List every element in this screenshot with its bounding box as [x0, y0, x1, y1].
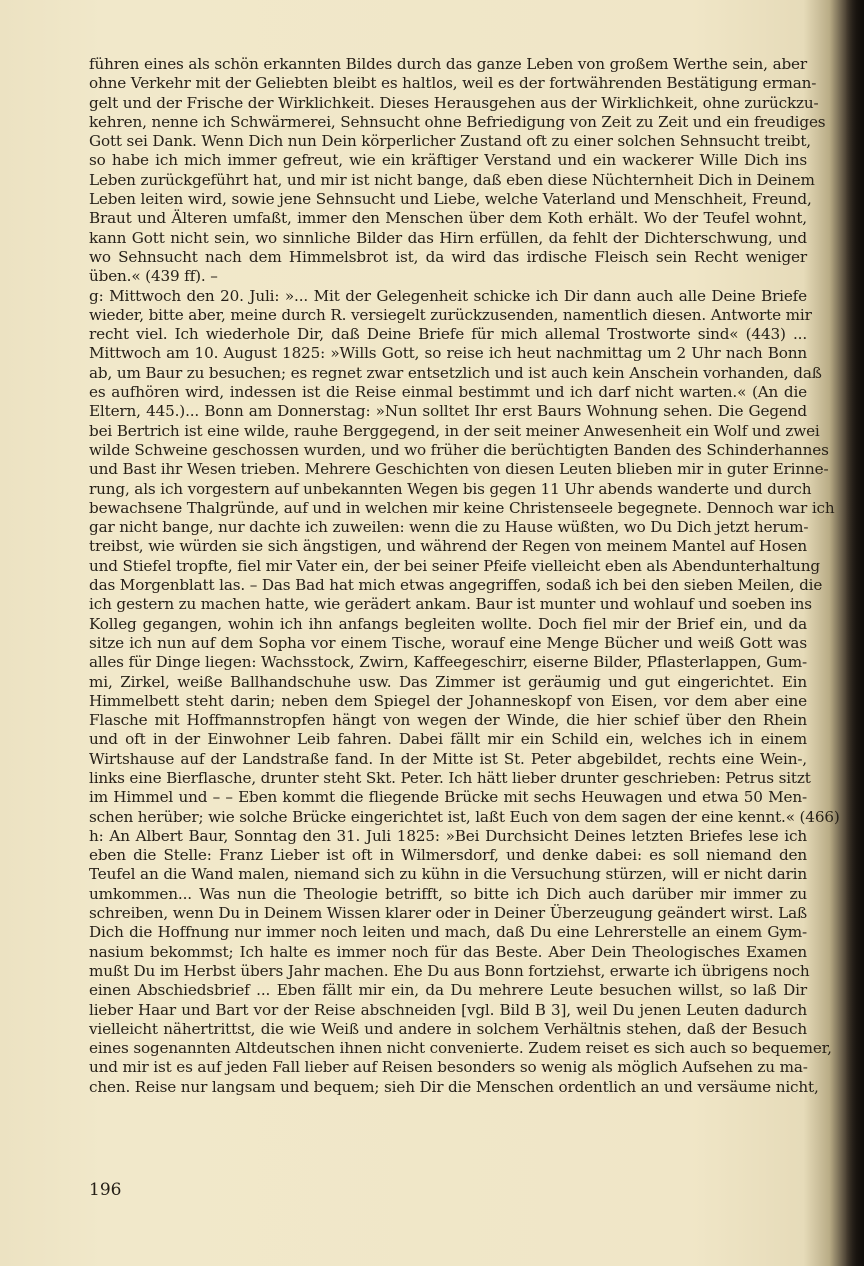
text-line: Eltern, 445.)... Bonn am Donnerstag: »Nun solltet Ihr erst Baurs Wohnung sehen. Die Gegend — [89, 402, 807, 421]
text-line: wilde Schweine geschossen wurden, und wo früher die berüchtigten Banden des Schinderhannes — [89, 440, 829, 459]
text-line: Flasche mit Hoffmannstropfen hängt von wegen der Winde, die hier schief über den Rhein — [89, 711, 807, 730]
text-line: schreiben, wenn Du in Deinem Wissen klarer oder in Deiner Überzeugung geändert wirst. Laß — [89, 904, 807, 923]
text-line: mi, Zirkel, weiße Ballhandschuhe usw. Das Zimmer ist geräumig und gut eingerichtet. Ein — [89, 672, 807, 691]
text-line: eben die Stelle: Franz Lieber ist oft in Wilmersdorf, und denke dabei: es soll niemand den — [89, 846, 807, 865]
text-line: Leben leiten wird, sowie jene Sehnsucht und Liebe, welche Vaterland und Menschheit, Freund, — [89, 190, 812, 209]
text-line: lieber Haar und Bart vor der Reise abschneiden [vgl. Bild B 3], weil Du jenen Leuten dadurch — [89, 1000, 807, 1019]
text-line: führen eines als schön erkannten Bildes durch das ganze Leben von großem Werthe sein, aber — [89, 55, 807, 73]
text-line: und mir ist es auf jeden Fall lieber auf Reisen besonders so wenig als möglich Aufsehen zu ma- — [89, 1058, 808, 1077]
text-line: Teufel an die Wand malen, niemand sich zu kühn in die Versuchung stürzen, will er nicht darin — [89, 865, 807, 884]
text-line: g: Mittwoch den 20. Juli: »... Mit der Gelegenheit schicke ich Dir dann auch alle Deine Briefe — [89, 286, 807, 305]
text-line: sitze ich nun auf dem Sopha vor einem Tische, worauf eine Menge Bücher und weiß Gott was — [89, 633, 807, 652]
text-line: recht viel. Ich wiederhole Dir, daß Deine Briefe für mich allemal Trostworte sind« (443) ... — [89, 325, 807, 344]
text-line: gelt und der Frische der Wirklichkeit. Dieses Herausgehen aus der Wirklichkeit, ohne zurückzu- — [89, 93, 819, 112]
text-line: bewachsene Thalgründe, auf und in welchen mir keine Christenseele begegnete. Dennoch war ich — [89, 498, 835, 517]
text-line: nasium bekommst; Ich halte es immer noch für das Beste. Aber Dein Theologisches Examen — [89, 942, 807, 961]
text-line: wo Sehnsucht nach dem Himmelsbrot ist, da wird das irdische Fleisch sein Recht weniger — [89, 247, 807, 266]
text-line: Dich die Hoffnung nur immer noch leiten und mach, daß Du eine Lehrerstelle an einem Gym- — [89, 923, 807, 942]
text-line: eines sogenannten Altdeutschen ihnen nicht convenierte. Zudem reiset es sich auch so bequemer, — [89, 1039, 832, 1058]
text-line: bei Bertrich ist eine wilde, rauhe Berggegend, in der seit meiner Anwesenheit ein Wolf und zwei — [89, 421, 820, 440]
text-line: Braut und Älteren umfaßt, immer den Menschen über dem Koth erhält. Wo der Teufel wohnt, — [89, 209, 807, 228]
text-line: und Bast ihr Wesen trieben. Mehrere Geschichten von diesen Leuten blieben mir in guter Erinne- — [89, 460, 829, 479]
text-line: im Himmel und – – Eben kommt die fliegende Brücke mit sechs Heuwagen und etwa 50 Men- — [89, 788, 807, 807]
text-line: Leben zurückgeführt hat, und mir ist nicht bange, daß eben diese Nüchternheit Dich in Deinem — [89, 170, 815, 189]
text-line: Mittwoch am 10. August 1825: »Wills Gott, so reise ich heut nachmittag um 2 Uhr nach Bonn — [89, 344, 807, 363]
body-text — [89, 55, 840, 1097]
text-line: üben.« (439 ff). – — [89, 267, 218, 286]
text-line: kehren, nenne ich Schwärmerei, Sehnsucht ohne Befriedigung von Zeit zu Zeit und ein freudiges — [89, 112, 826, 131]
text-line: h: An Albert Baur, Sonntag den 31. Juli 1825: »Bei Durchsicht Deines letzten Briefes lese ich — [89, 826, 807, 845]
page-number: 196 — [89, 1180, 122, 1200]
text-line: Wirtshause auf der Landstraße fand. In der Mitte ist St. Peter abgebildet, rechts eine Wein-, — [89, 749, 807, 768]
text-line: rung, als ich vorgestern auf unbekannten Wegen bis gegen 11 Uhr abends wanderte und durch — [89, 479, 812, 498]
text-line: gar nicht bange, nur dachte ich zuweilen: wenn die zu Hause wüßten, wo Du Dich jetzt herum- — [89, 518, 809, 537]
text-line: so habe ich mich immer gefreut, wie ein kräftiger Verstand und ein wackerer Wille Dich ins — [89, 151, 807, 170]
text-line: alles für Dinge liegen: Wachsstock, Zwirn, Kaffeegeschirr, eiserne Bilder, Pflasterlappen, Gum- — [89, 653, 807, 672]
text-line: Gott sei Dank. Wenn Dich nun Dein körperlicher Zustand oft zu einer solchen Sehnsucht treibt, — [89, 132, 811, 151]
text-line: mußt Du im Herbst übers Jahr machen. Ehe Du aus Bonn fortziehst, erwarte ich übrigens noch — [89, 961, 810, 980]
text-line: Himmelbett steht darin; neben dem Spiegel der Johanneskopf von Eisen, vor dem aber eine — [89, 691, 807, 710]
text-line: treibst, wie würden sie sich ängstigen, und während der Regen von meinem Mantel auf Hosen — [89, 537, 807, 556]
text-line: Kolleg gegangen, wohin ich ihn anfangs begleiten wollte. Doch fiel mir der Brief ein, und da — [89, 614, 807, 633]
text-line: vielleicht nähertrittst, die wie Weiß und andere in solchem Verhältnis stehen, daß der Besuch — [89, 1019, 807, 1038]
text-line: wieder, bitte aber, meine durch R. versiegelt zurückzusenden, namentlich diesen. Antworte mir — [89, 305, 812, 324]
text-line: ohne Verkehr mit der Geliebten bleibt es haltlos, weil es der fortwährenden Bestätigung erman- — [89, 74, 817, 93]
text-line: links eine Bierflasche, drunter steht Skt. Peter. Ich hätt lieber drunter geschrieben: Petrus sitzt — [89, 768, 811, 787]
text-line: chen. Reise nur langsam und bequem; sieh Dir die Menschen ordentlich an und versäume nicht, — [89, 1077, 819, 1096]
text-line: schen herüber; wie solche Brücke eingerichtet ist, laßt Euch von dem sagen der eine kennt.« (466) — [89, 807, 840, 826]
text-line: und Stiefel tropfte, fiel mir Vater ein, der bei seiner Pfeife vielleicht eben als Abendunterhaltung — [89, 556, 820, 575]
text-line: kann Gott nicht sein, wo sinnliche Bilder das Hirn erfüllen, da fehlt der Dichterschwung, und — [89, 228, 807, 247]
text-line: ab, um Baur zu besuchen; es regnet zwar entsetzlich und ist auch kein Anschein vorhanden, daß — [89, 363, 822, 382]
text-line: ich gestern zu machen hatte, wie gerädert ankam. Baur ist munter und wohlauf und soeben ins — [89, 595, 812, 614]
text-line: einen Abschiedsbrief ... Eben fällt mir ein, da Du mehrere Leute besuchen willst, so laß Dir — [89, 981, 807, 1000]
text-line: und oft in der Einwohner Leib fahren. Dabei fällt mir ein Schild ein, welches ich in einem — [89, 730, 807, 749]
text-line: das Morgenblatt las. – Das Bad hat mich etwas angegriffen, sodaß ich bei den sieben Meilen, die — [89, 576, 823, 595]
text-line: es aufhören wird, indessen ist die Reise einmal bestimmt und ich darf nicht warten.« (An die — [89, 383, 807, 402]
text-line: umkommen... Was nun die Theologie betrifft, so bitte ich Dich auch darüber mir immer zu — [89, 884, 807, 903]
